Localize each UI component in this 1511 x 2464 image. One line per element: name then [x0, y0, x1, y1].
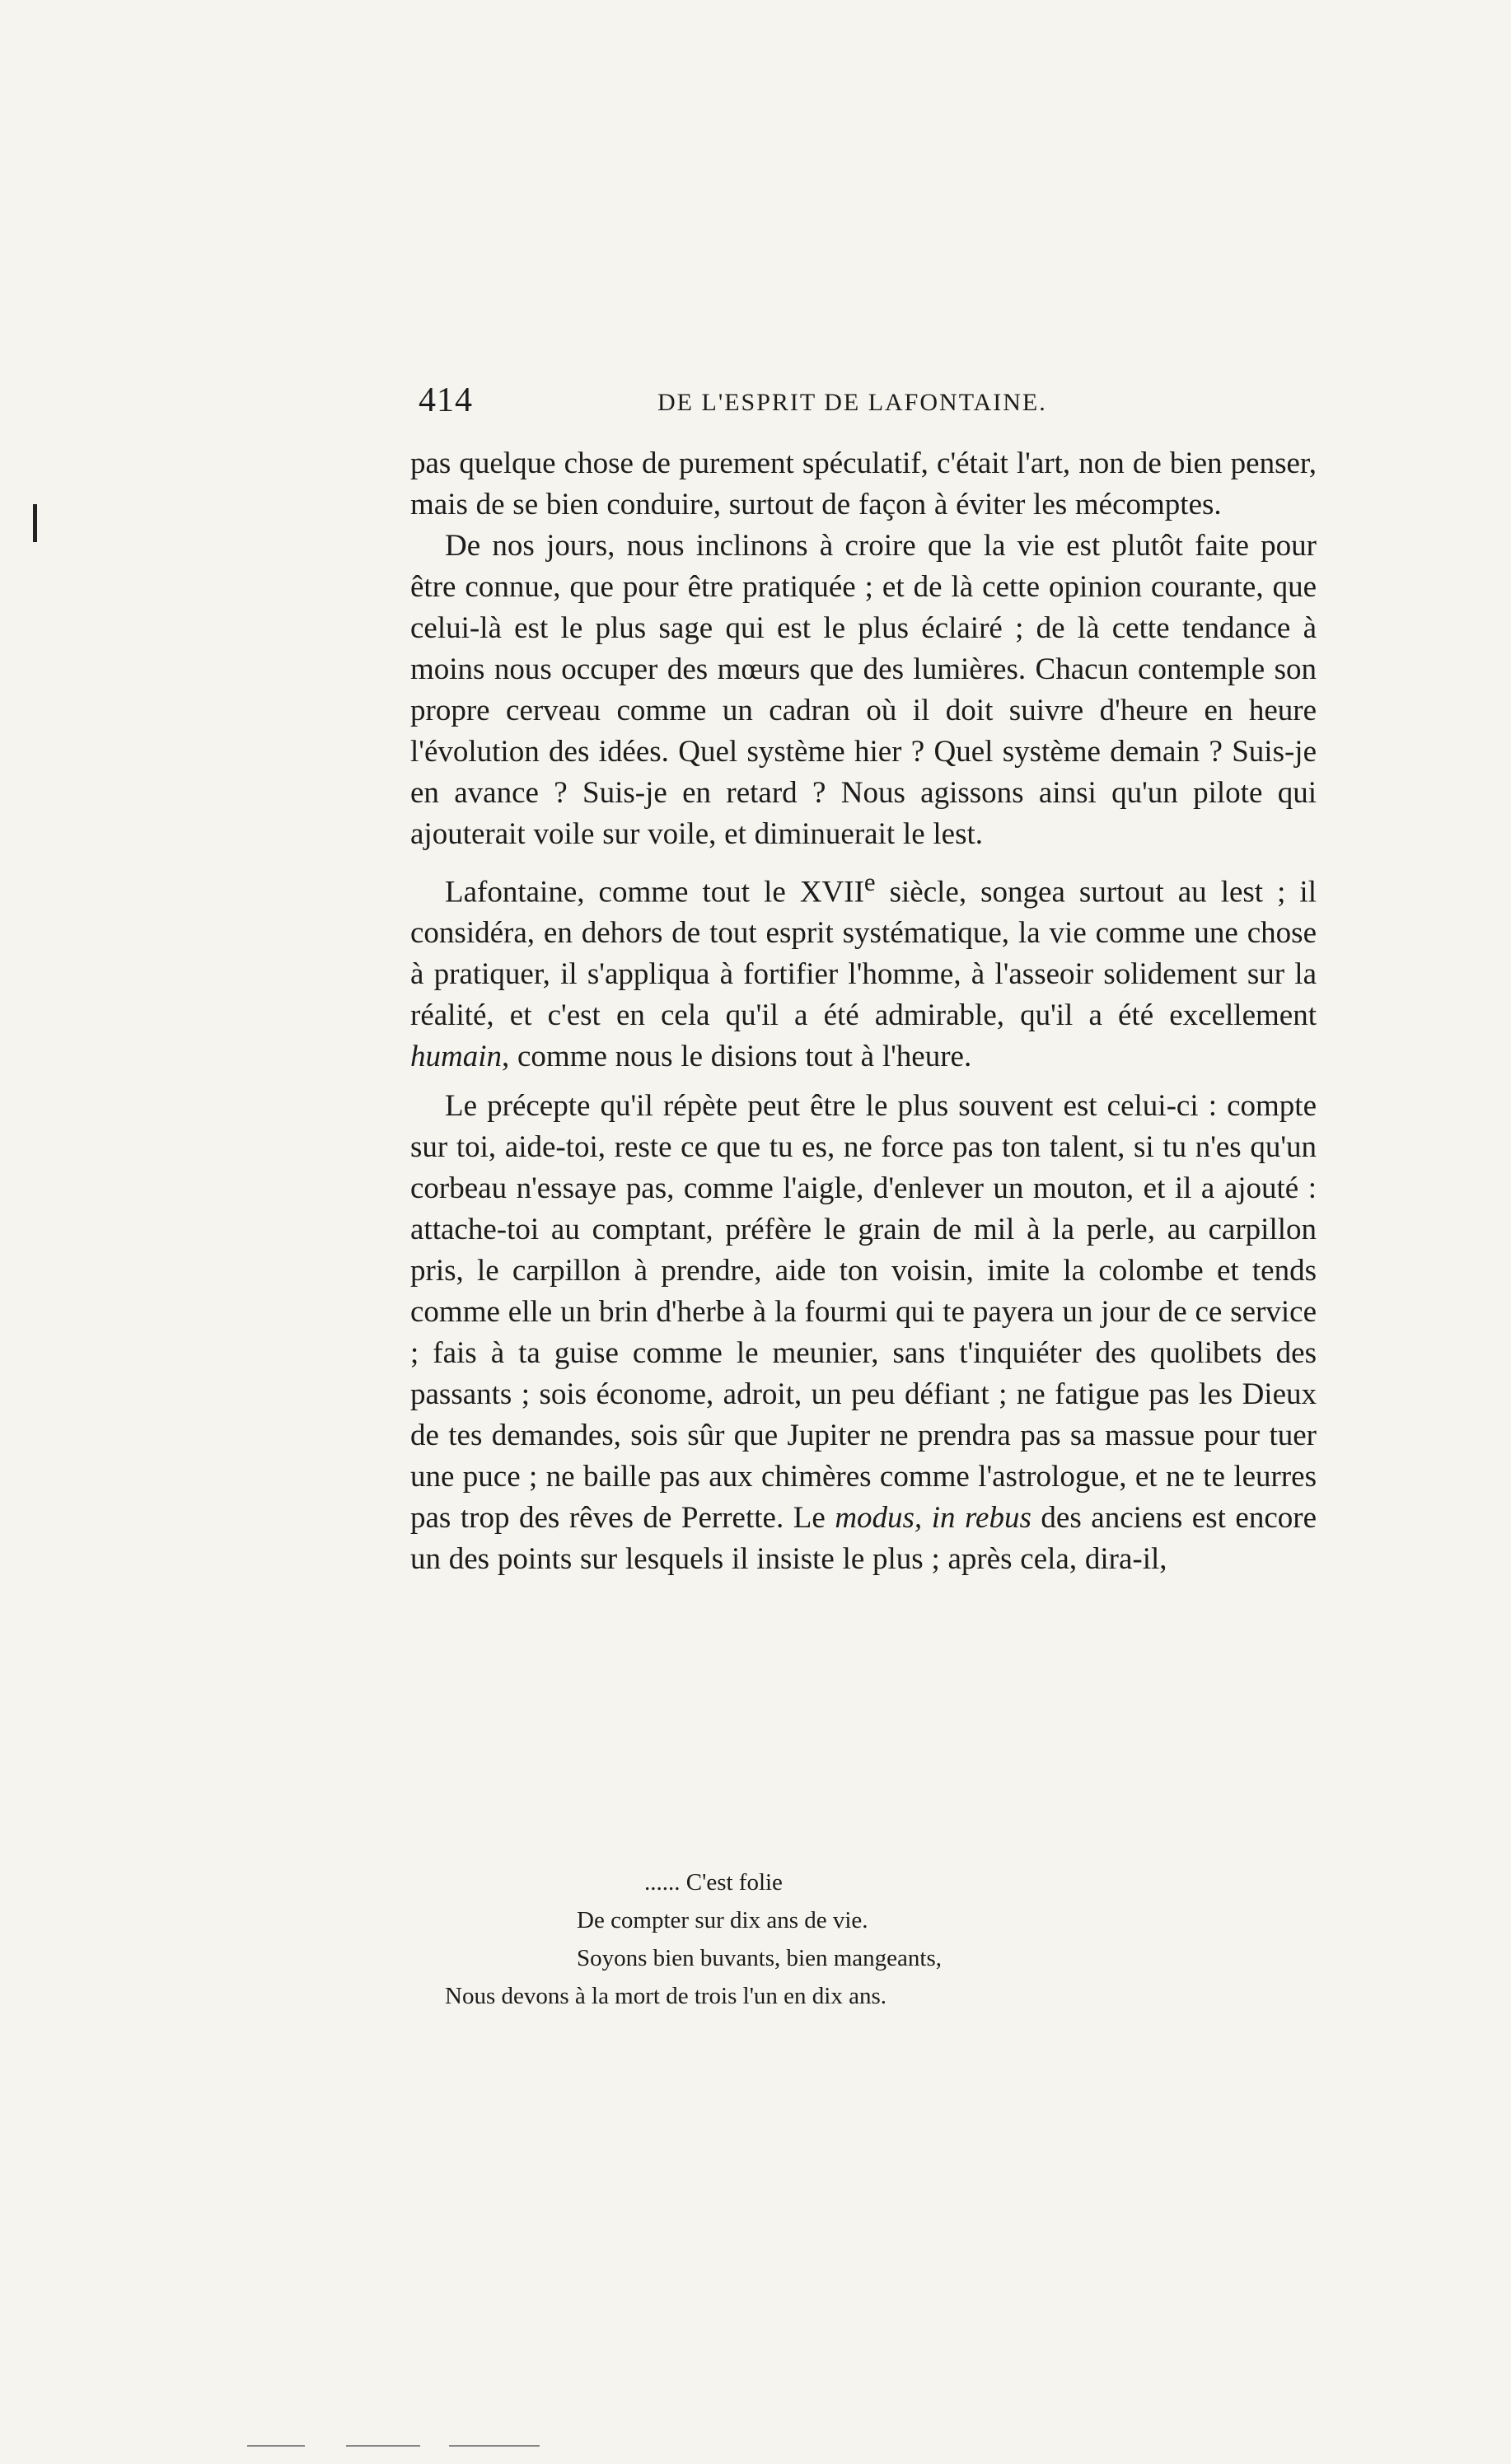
paragraph-4 — [410, 1086, 1317, 1580]
paragraph-1: pas quelque chose de purement spéculatif, c'était l'art, non de bien penser, mais de se bien conduire, surtout de façon à éviter les mécomptes. — [410, 447, 1317, 521]
body-text — [410, 443, 1317, 1580]
scan-artifact-dash — [247, 2445, 305, 2447]
verse-line-2: De compter sur dix ans de vie. — [577, 1907, 868, 1933]
paragraph-2: De nos jours, nous inclinons à croire que la vie est plutôt faite pour être connue, que pour être pratiquée ; et de là cette opinion courante, que celui-là est le plus sage qui est le plus éclairé ; de là cette tendance à moins nous occuper des mœurs que des lumières. Chacun contemple son propre cerveau comme un cadran où il doit suivre d'heure en heure l'évolution des idées. Quel système hier ? Quel système demain ? Suis-je en avance ? Suis-je en retard ? Nous agissons ainsi qu'un pilote qui ajouterait voile sur voile, et diminuerait le lest. — [410, 529, 1317, 851]
verse-quotation — [445, 1863, 1104, 2015]
century-superscript: e — [863, 868, 876, 896]
scan-artifact-dash — [346, 2445, 420, 2447]
paragraph-4-italic: modus, in rebus — [835, 1501, 1032, 1536]
page-header — [419, 381, 1321, 430]
page-number: 414 — [419, 381, 473, 419]
paragraph-4-text-a: Le précepte qu'il répète peut être le plus souvent est celui-ci : compte sur toi, aide-toi, reste ce que tu es, ne force pas ton talent, si tu n'es qu'un corbeau n'essaye pas, comme l'aigle, d'enlever un mouton, et il a ajouté : attache-toi au comptant, préfère le grain de mil à la perle, au carpillon pris, le carpillon à prendre, aide ton voisin, imite la colombe et tends comme elle un brin d'herbe à la fourmi qui te payera un jour de ce service ; fais à ta guise comme le meunier, sans t'inquiéter des quolibets des passants ; sois économe, adroit, un peu défiant ; ne fatigue pas les Dieux de tes demandes, sois sûr que Jupiter ne prendra pas sa massue pour tuer une puce ; ne baille pas aux chimères comme l'astrologue, et ne te leurres pas trop des rêves de Perrette. Le — [410, 1089, 1317, 1536]
verse-line-4: Nous devons à la mort de trois l'un en dix ans. — [445, 1983, 887, 2009]
margin-mark — [33, 504, 37, 542]
paragraph-3-text-c: , comme nous le disions tout à l'heure. — [502, 1040, 972, 1074]
scan-artifact-dash — [449, 2445, 540, 2447]
paragraph-3-text-a: Lafontaine, comme tout le XVII — [445, 875, 864, 909]
running-title: DE L'ESPRIT DE LAFONTAINE. — [657, 389, 1047, 416]
paragraph-4-text-b: des anciens est encore un des points sur lesquels il insiste le plus ; après cela, dira-il, — [410, 1501, 1317, 1577]
verse-line-1: ...... C'est folie — [644, 1869, 783, 1896]
paragraph-3-italic: humain — [410, 1040, 502, 1074]
paragraph-3 — [410, 862, 1317, 1078]
verse-line-3: Soyons bien buvants, bien mangeants, — [577, 1945, 943, 1971]
paragraph-3-text-b: siècle, songea surtout au lest ; il considéra, en dehors de tout esprit systématique, la vie comme une chose à pratiquer, il s'appliqua à fortifier l'homme, à l'asseoir solidement sur la réalité, et c'est en cela qu'il a été admirable, qu'il a été excellement — [410, 875, 1317, 1033]
